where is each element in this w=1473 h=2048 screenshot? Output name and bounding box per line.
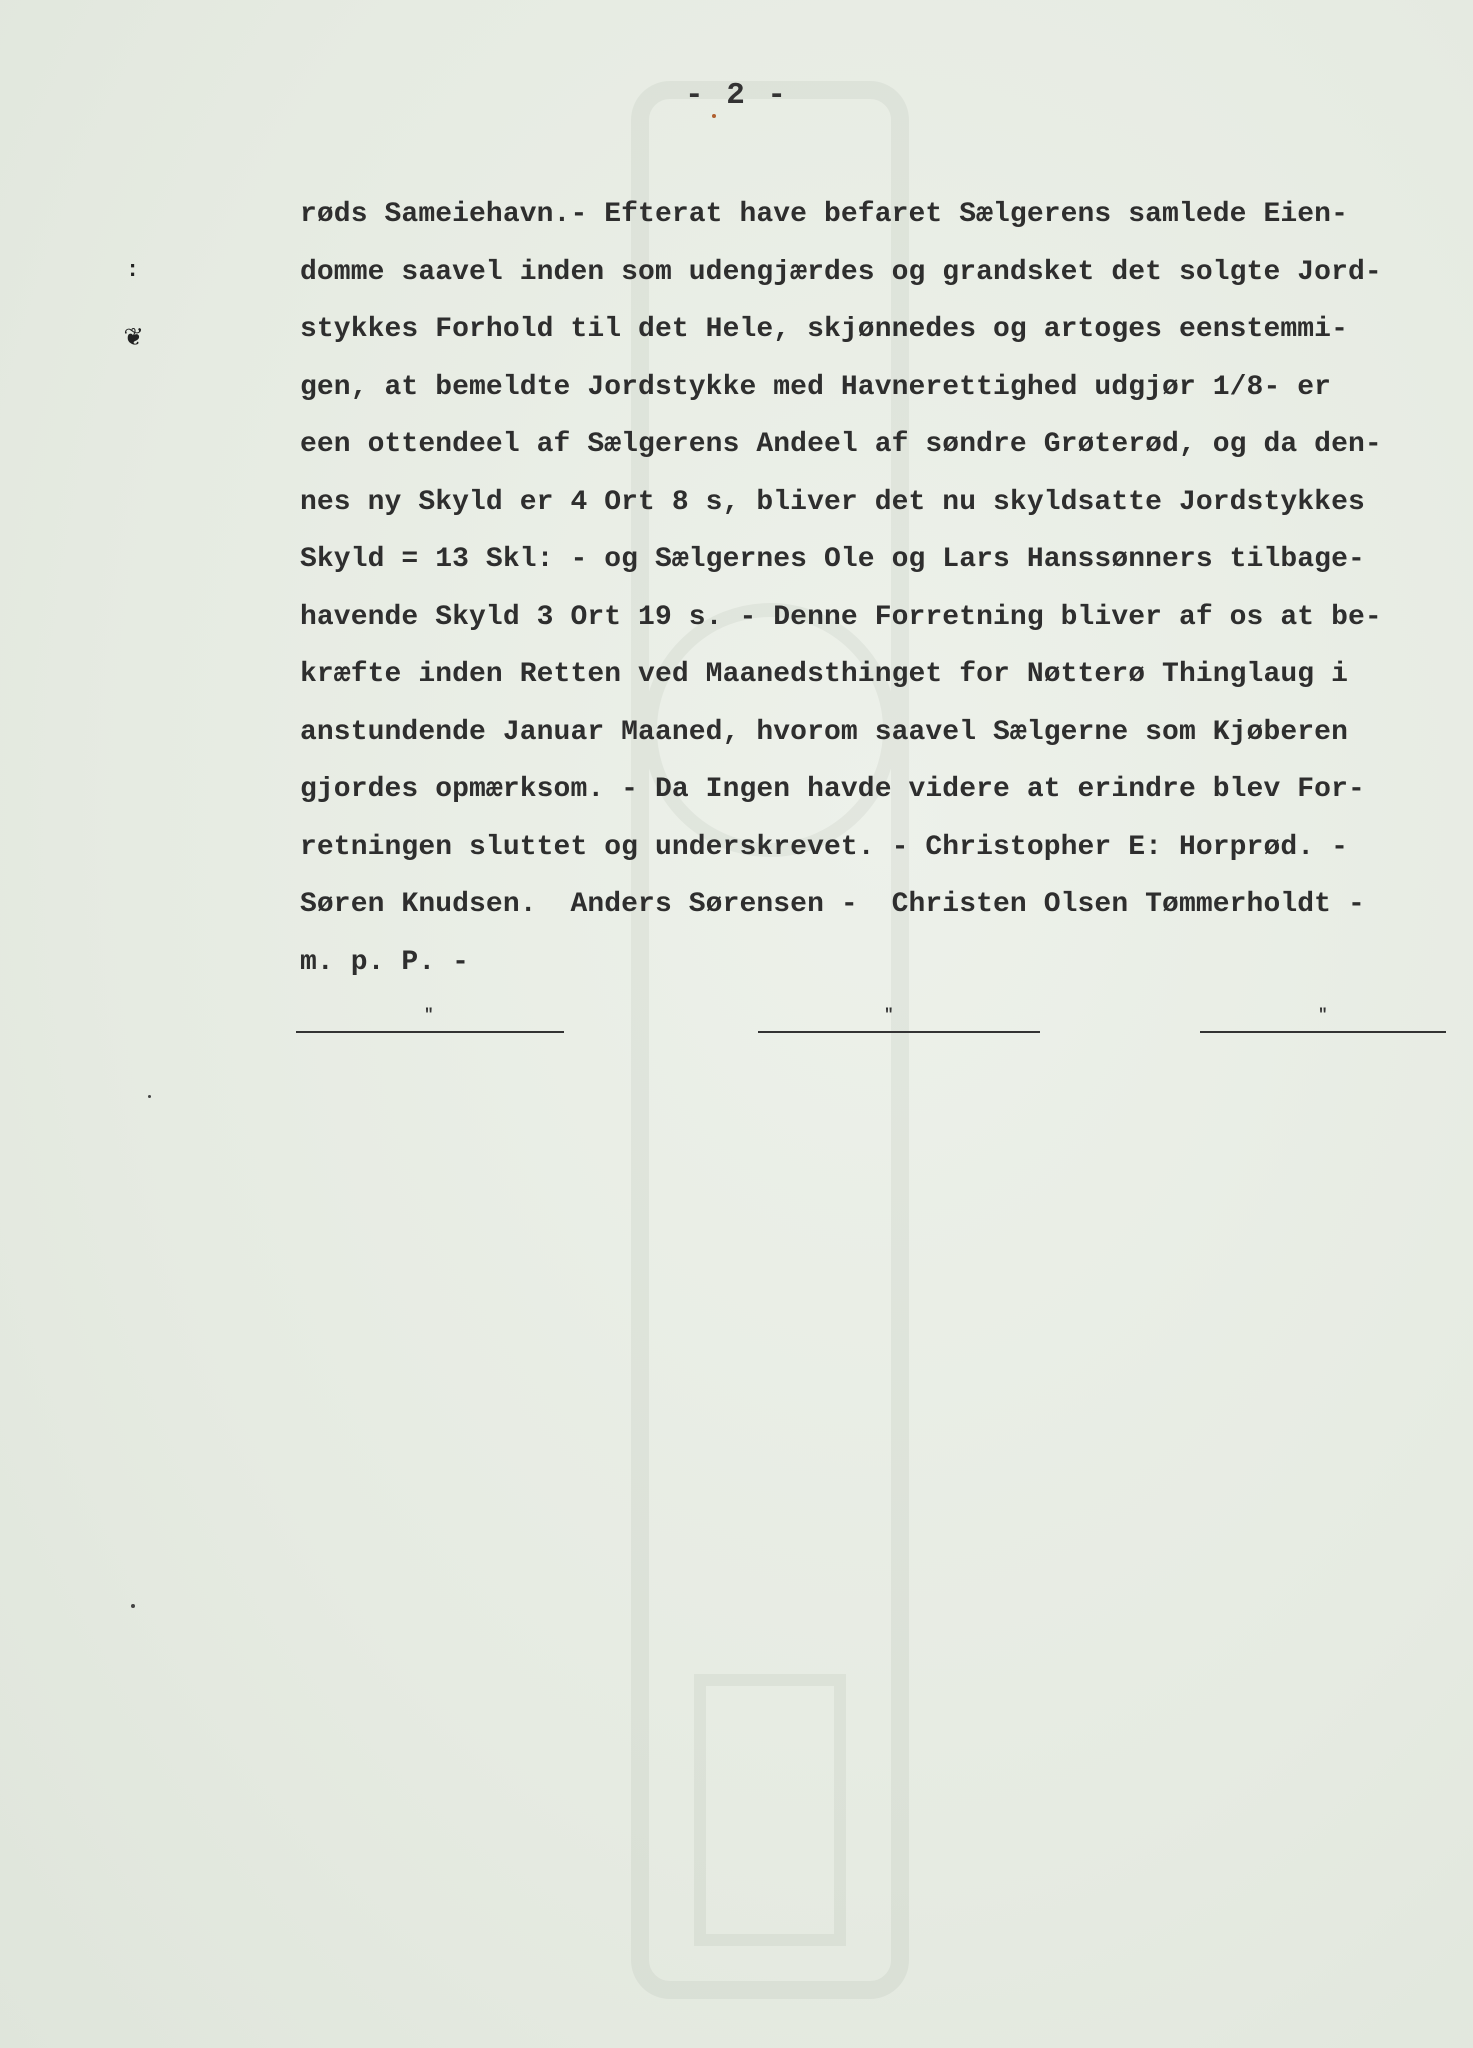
text-line: stykkes Forhold til det Hele, skjønnedes og artoges eenstemmi-: [300, 314, 1348, 345]
text-line: retningen sluttet og underskrevet. - Christopher E: Horprød. -: [300, 831, 1348, 863]
margin-blot-mark: ❦: [124, 321, 143, 355]
ditto-mark: ": [424, 1006, 434, 1024]
text-line: nes ny Skyld er 4 Ort 8 s, bliver det nu skyldsatte Jordstykkes: [300, 486, 1365, 518]
ditto-mark: ": [1318, 1006, 1328, 1024]
page-number: - 2 -: [684, 78, 788, 113]
text-line: gen, at bemeldte Jordstykke med Havnerettighed udgjør 1/8- er: [300, 371, 1332, 403]
separator-rule-left: [296, 1006, 564, 1033]
separator-rule-right: [1200, 1006, 1446, 1033]
text-line: domme saavel inden som udengjærdes og grandsket det solgte Jord-: [300, 256, 1382, 288]
margin-colon-mark: :: [126, 258, 140, 283]
text-line: gjordes opmærksom. - Da Ingen havde videre at erindre blev For-: [300, 774, 1365, 805]
ditto-mark: ": [884, 1006, 894, 1024]
ink-speck: [131, 1604, 135, 1608]
text-line: havende Skyld 3 Ort 19 s. - Denne Forretning bliver af os at be-: [300, 601, 1382, 633]
text-line: anstundende Januar Maaned, hvorom saavel Sælgerne som Kjøberen: [300, 716, 1348, 748]
text-line: kræfte inden Retten ved Maanedsthinget for Nøtterø Thinglaug i: [300, 659, 1348, 690]
ink-speck: [712, 114, 716, 118]
text-line: Søren Knudsen. Anders Sørensen - Christen Olsen Tømmerholdt -: [300, 889, 1365, 920]
text-line: Skyld = 13 Skl: - og Sælgernes Ole og Lars Hanssønners tilbage-: [300, 544, 1365, 575]
text-line: m. p. P. -: [300, 946, 470, 978]
body-text: [300, 186, 1460, 991]
separator-rules: [0, 1006, 1473, 1040]
separator-rule-middle: [758, 1006, 1040, 1033]
text-line: røds Sameiehavn.- Efterat have befaret Sælgerens samlede Eien-: [300, 199, 1348, 230]
ink-speck: [148, 1095, 151, 1098]
text-line: een ottendeel af Sælgerens Andeel af søndre Grøterød, og da den-: [300, 429, 1382, 460]
